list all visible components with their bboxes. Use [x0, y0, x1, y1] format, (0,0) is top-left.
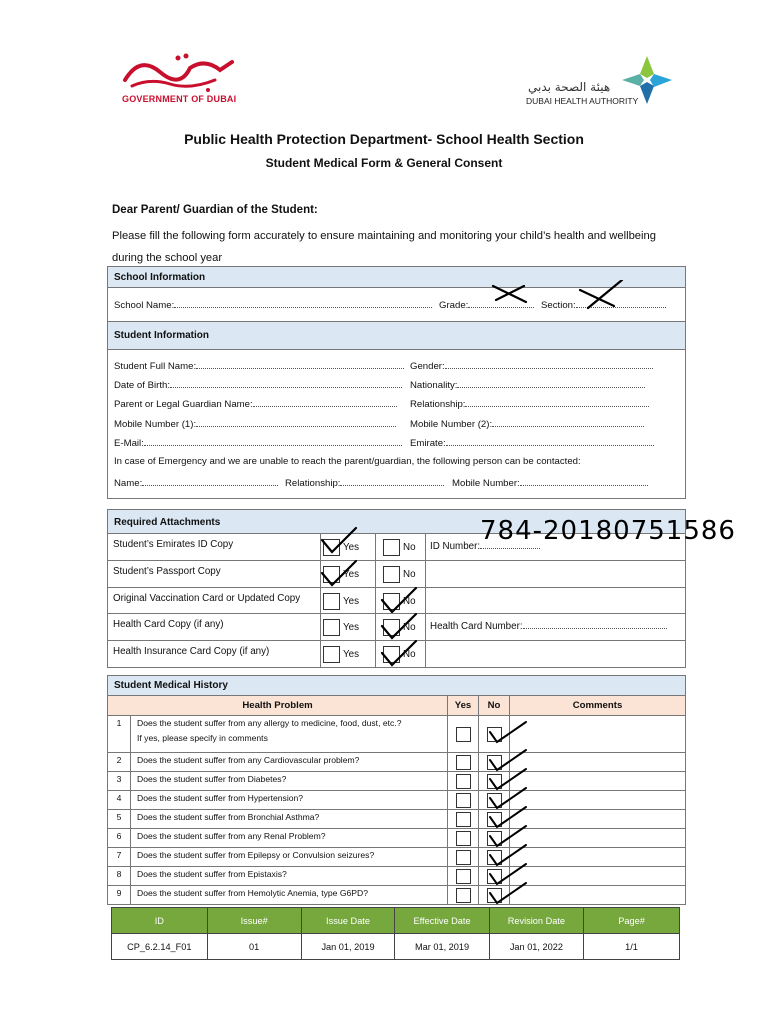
medical-row	[108, 848, 686, 867]
attachment-yes-checkbox[interactable]	[323, 566, 340, 583]
attachment-no-checkbox[interactable]	[383, 593, 400, 610]
medical-yes-checkbox[interactable]	[456, 755, 471, 770]
greeting: Dear Parent/ Guardian of the Student:	[112, 204, 318, 216]
mobile1-field[interactable]: Mobile Number (1):	[114, 417, 396, 430]
relationship-field[interactable]: Relationship:	[410, 397, 649, 410]
no-label: No	[403, 569, 416, 580]
page-subtitle: Student Medical Form & General Consent	[265, 156, 503, 170]
footer-header-cell: ID	[112, 908, 208, 934]
medical-history-header: Student Medical History	[108, 676, 685, 696]
health-question: Does the student suffer from Bronchial Asthma?	[137, 812, 320, 822]
page-title: Public Health Protection Department- School Health Section	[184, 131, 584, 147]
footer-header-cell: Effective Date	[395, 908, 489, 934]
no-label: No	[403, 622, 416, 633]
attachment-label: Student’s Passport Copy	[113, 566, 221, 577]
row-number: 6	[108, 829, 131, 848]
attachment-row	[107, 560, 686, 587]
health-question: Does the student suffer from Diabetes?	[137, 774, 287, 784]
row-number: 5	[108, 810, 131, 829]
footer-value-cell: Jan 01, 2022	[489, 934, 583, 960]
student-info-header: Student Information	[108, 321, 685, 350]
comments-cell[interactable]	[510, 772, 686, 791]
medical-yes-checkbox[interactable]	[456, 831, 471, 846]
medical-yes-checkbox[interactable]	[456, 888, 471, 903]
row-number: 1	[108, 716, 131, 753]
comments-cell[interactable]	[510, 753, 686, 772]
footer-value-cell: CP_6.2.14_F01	[112, 934, 208, 960]
yes-label: Yes	[343, 569, 359, 580]
health-question: Does the student suffer from any Cardiovascular problem?	[137, 755, 360, 765]
medical-no-checkbox[interactable]	[487, 727, 502, 742]
health-question: Does the student suffer from Epilepsy or Convulsion seizures?	[137, 850, 375, 860]
emergency-name-field[interactable]: Name:	[114, 476, 278, 489]
nationality-field[interactable]: Nationality:	[410, 378, 645, 391]
health-question-note: If yes, please specify in comments	[137, 733, 268, 743]
medical-no-checkbox[interactable]	[487, 869, 502, 884]
handwritten-check-icon	[488, 722, 528, 746]
student-name-field[interactable]: Student Full Name:	[114, 359, 404, 372]
row-number: 2	[108, 753, 131, 772]
grade-field[interactable]: Grade:	[439, 298, 534, 311]
emirate-field[interactable]: Emirate:	[410, 436, 654, 449]
attachment-no-checkbox[interactable]	[383, 646, 400, 663]
yes-label: Yes	[343, 542, 359, 553]
handwritten-check-icon	[488, 883, 528, 907]
attachment-yes-checkbox[interactable]	[323, 593, 340, 610]
footer-value-cell: Mar 01, 2019	[395, 934, 489, 960]
attachment-row	[107, 640, 686, 667]
guardian-name-field[interactable]: Parent or Legal Guardian Name:	[114, 397, 397, 410]
medical-yes-checkbox[interactable]	[456, 850, 471, 865]
health-question: Does the student suffer from Epistaxis?	[137, 869, 287, 879]
footer-header-cell: Revision Date	[489, 908, 583, 934]
attachment-extra-field[interactable]: Health Card Number:	[430, 619, 667, 632]
handwritten-id-number: 784-20180751586	[480, 516, 736, 546]
government-of-dubai-text: GOVERNMENT OF DUBAI	[122, 94, 237, 104]
attachment-label: Health Card Copy (if any)	[113, 619, 224, 630]
attachment-yes-checkbox[interactable]	[323, 619, 340, 636]
col-yes: Yes	[448, 696, 479, 716]
footer-value-cell: 1/1	[584, 934, 680, 960]
medical-row	[108, 716, 686, 753]
yes-label: Yes	[343, 622, 359, 633]
medical-history-table	[107, 695, 686, 905]
footer-value-cell: Jan 01, 2019	[301, 934, 395, 960]
comments-cell[interactable]	[510, 848, 686, 867]
health-question: Does the student suffer from any allergy to medicine, food, dust, etc.?	[137, 718, 402, 728]
attachments-header: Required Attachments	[108, 510, 685, 534]
attachment-label: Student’s Emirates ID Copy	[113, 539, 234, 550]
handwritten-x-marks	[488, 280, 628, 316]
comments-cell[interactable]	[510, 791, 686, 810]
mobile2-field[interactable]: Mobile Number (2):	[410, 417, 644, 430]
attachment-row	[107, 587, 686, 614]
attachment-yes-checkbox[interactable]	[323, 646, 340, 663]
medical-row	[108, 772, 686, 791]
col-no: No	[479, 696, 510, 716]
comments-cell[interactable]	[510, 829, 686, 848]
attachment-yes-checkbox[interactable]	[323, 539, 340, 556]
medical-no-checkbox[interactable]	[487, 831, 502, 846]
row-number: 4	[108, 791, 131, 810]
comments-cell[interactable]	[510, 886, 686, 905]
medical-no-checkbox[interactable]	[487, 888, 502, 903]
intro-text: Please fill the following form accurately to ensure maintaining and monitoring your child’s health and wellbeing during the school year	[112, 230, 656, 264]
medical-no-checkbox[interactable]	[487, 850, 502, 865]
emergency-relationship-field[interactable]: Relationship:	[285, 476, 444, 489]
medical-yes-checkbox[interactable]	[456, 812, 471, 827]
medical-row	[108, 753, 686, 772]
email-field[interactable]: E-Mail:	[114, 436, 402, 449]
no-label: No	[403, 542, 416, 553]
footer-header-cell: Issue#	[207, 908, 301, 934]
row-number: 3	[108, 772, 131, 791]
attachment-label: Original Vaccination Card or Updated Copy	[113, 593, 301, 604]
section-field[interactable]: Section:	[541, 298, 666, 311]
emergency-mobile-field[interactable]: Mobile Number:	[452, 476, 648, 489]
medical-yes-checkbox[interactable]	[456, 727, 471, 742]
footer-header-cell: Page#	[584, 908, 680, 934]
attachment-row	[107, 613, 686, 640]
comments-cell[interactable]	[510, 867, 686, 886]
comments-cell[interactable]	[510, 810, 686, 829]
medical-yes-checkbox[interactable]	[456, 869, 471, 884]
attachment-no-checkbox[interactable]	[383, 619, 400, 636]
government-of-dubai-logo	[120, 50, 240, 92]
yes-label: Yes	[343, 596, 359, 607]
emergency-note: In case of Emergency and we are unable to reach the parent/guardian, the following person can be contacted:	[114, 456, 581, 467]
medical-no-checkbox[interactable]	[487, 755, 502, 770]
footer-header-cell: Issue Date	[301, 908, 395, 934]
school-name-field[interactable]: School Name:	[114, 298, 432, 311]
dha-english-text: DUBAI HEALTH AUTHORITY	[526, 96, 639, 106]
attachment-label: Health Insurance Card Copy (if any)	[113, 646, 270, 657]
attachment-extra-field[interactable]: ID Number:	[430, 539, 540, 552]
attachment-no-checkbox[interactable]	[383, 566, 400, 583]
dha-arabic-text: هيئة الصحة بدبي	[528, 80, 611, 94]
dob-field[interactable]: Date of Birth:	[114, 378, 402, 391]
document-control-table	[111, 907, 680, 960]
medical-no-checkbox[interactable]	[487, 774, 502, 789]
medical-yes-checkbox[interactable]	[456, 793, 471, 808]
medical-yes-checkbox[interactable]	[456, 774, 471, 789]
col-health-problem: Health Problem	[108, 696, 448, 716]
col-comments: Comments	[510, 696, 686, 716]
yes-label: Yes	[343, 649, 359, 660]
medical-no-checkbox[interactable]	[487, 793, 502, 808]
row-number: 8	[108, 867, 131, 886]
comments-cell[interactable]	[510, 716, 686, 753]
medical-row	[108, 810, 686, 829]
medical-row	[108, 791, 686, 810]
no-label: No	[403, 649, 416, 660]
gender-field[interactable]: Gender:	[410, 359, 653, 372]
health-question: Does the student suffer from Hypertension?	[137, 793, 304, 803]
medical-no-checkbox[interactable]	[487, 812, 502, 827]
no-label: No	[403, 596, 416, 607]
school-info-header: School Information	[108, 267, 685, 288]
health-question: Does the student suffer from any Renal Problem?	[137, 831, 326, 841]
medical-row	[108, 867, 686, 886]
row-number: 7	[108, 848, 131, 867]
health-question: Does the student suffer from Hemolytic Anemia, type G6PD?	[137, 888, 369, 898]
row-number: 9	[108, 886, 131, 905]
attachment-no-checkbox[interactable]	[383, 539, 400, 556]
medical-row	[108, 886, 686, 905]
footer-value-cell: 01	[207, 934, 301, 960]
medical-row	[108, 829, 686, 848]
